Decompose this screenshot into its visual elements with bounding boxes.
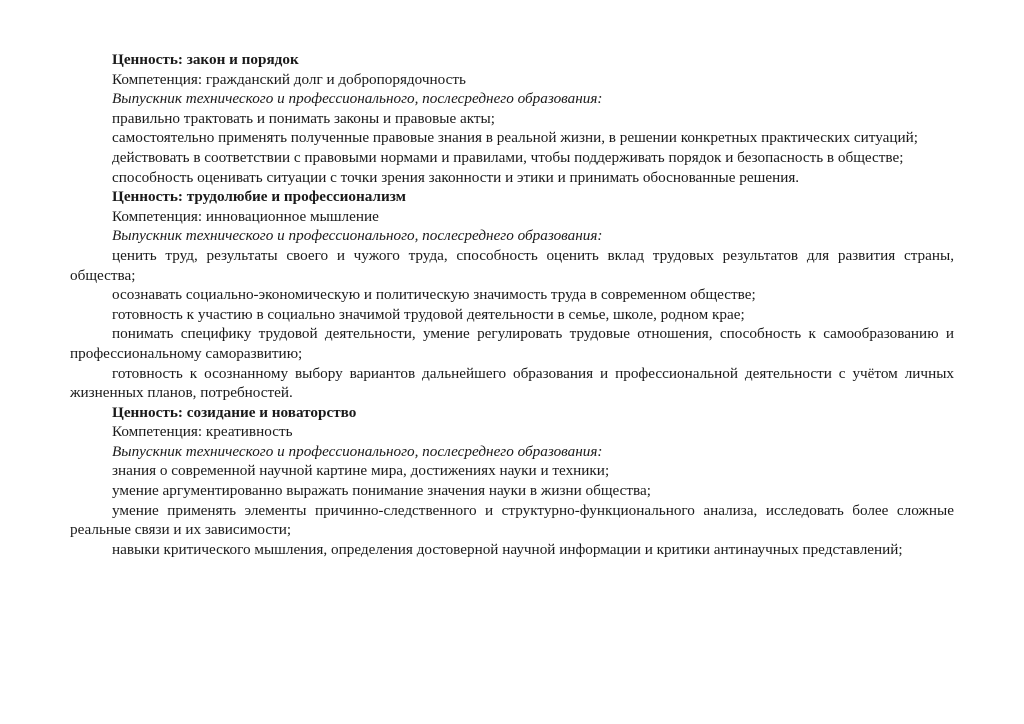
- list-item: самостоятельно применять полученные правовые знания в реальной жизни, в решении конкретных практических ситуаций;: [112, 129, 918, 147]
- list-item: умение применять элементы причинно-следственного и структурно-функционального анализа, исследовать более сложные реальные связи и их зависимости;: [70, 501, 954, 539]
- document-page: [70, 50, 954, 559]
- list-item: понимать специфику трудовой деятельности, умение регулировать трудовые отношения, способность к самообразованию и профессиональному саморазвитию;: [70, 325, 954, 362]
- section-diligence-and-professionalism: [70, 187, 954, 403]
- graduate-line: Выпускник технического и профессионального, послесреднего образования:: [112, 90, 603, 108]
- section-heading: Ценность: закон и порядок: [112, 51, 299, 68]
- list-item: навыки критического мышления, определения достоверной научной информации и критики антинаучных представлений;: [112, 540, 903, 558]
- list-item: осознавать социально-экономическую и политическую значимость труда в современном обществе;: [112, 286, 756, 304]
- list-item: ценить труд, результаты своего и чужого труда, способность оценить вклад трудовых результатов для развития страны, общества;: [70, 246, 954, 284]
- competence-line: Компетенция: инновационное мышление: [112, 207, 379, 225]
- list-item: знания о современной научной картине мира, достижениях науки и техники;: [112, 462, 610, 480]
- section-heading: Ценность: созидание и новаторство: [112, 403, 357, 421]
- competence-line: Компетенция: гражданский долг и добропорядочность: [112, 70, 466, 88]
- competence-line: Компетенция: креативность: [112, 423, 293, 441]
- section-heading: Ценность: трудолюбие и профессионализм: [112, 188, 406, 206]
- graduate-line: Выпускник технического и профессионального, послесреднего образования:: [112, 442, 603, 460]
- graduate-line: Выпускник технического и профессионального, послесреднего образования:: [112, 227, 603, 245]
- list-item: умение аргументированно выражать понимание значения науки в жизни общества;: [112, 482, 651, 500]
- list-item: готовность к осознанному выбору вариантов дальнейшего образования и профессиональной деятельности с учётом личных жизненных планов, потребностей.: [70, 364, 954, 402]
- list-item: действовать в соответствии с правовыми нормами и правилами, чтобы поддерживать порядок и безопасность в обществе;: [112, 148, 904, 166]
- list-item: способность оценивать ситуации с точки зрения законности и этики и принимать обоснованные решения.: [112, 168, 800, 186]
- section-creation-and-innovation: [70, 403, 954, 560]
- list-item: правильно трактовать и понимать законы и правовые акты;: [112, 109, 495, 127]
- list-item: готовность к участию в социально значимой трудовой деятельности в семье, школе, родном крае;: [112, 305, 745, 323]
- section-law-and-order: [70, 50, 954, 187]
